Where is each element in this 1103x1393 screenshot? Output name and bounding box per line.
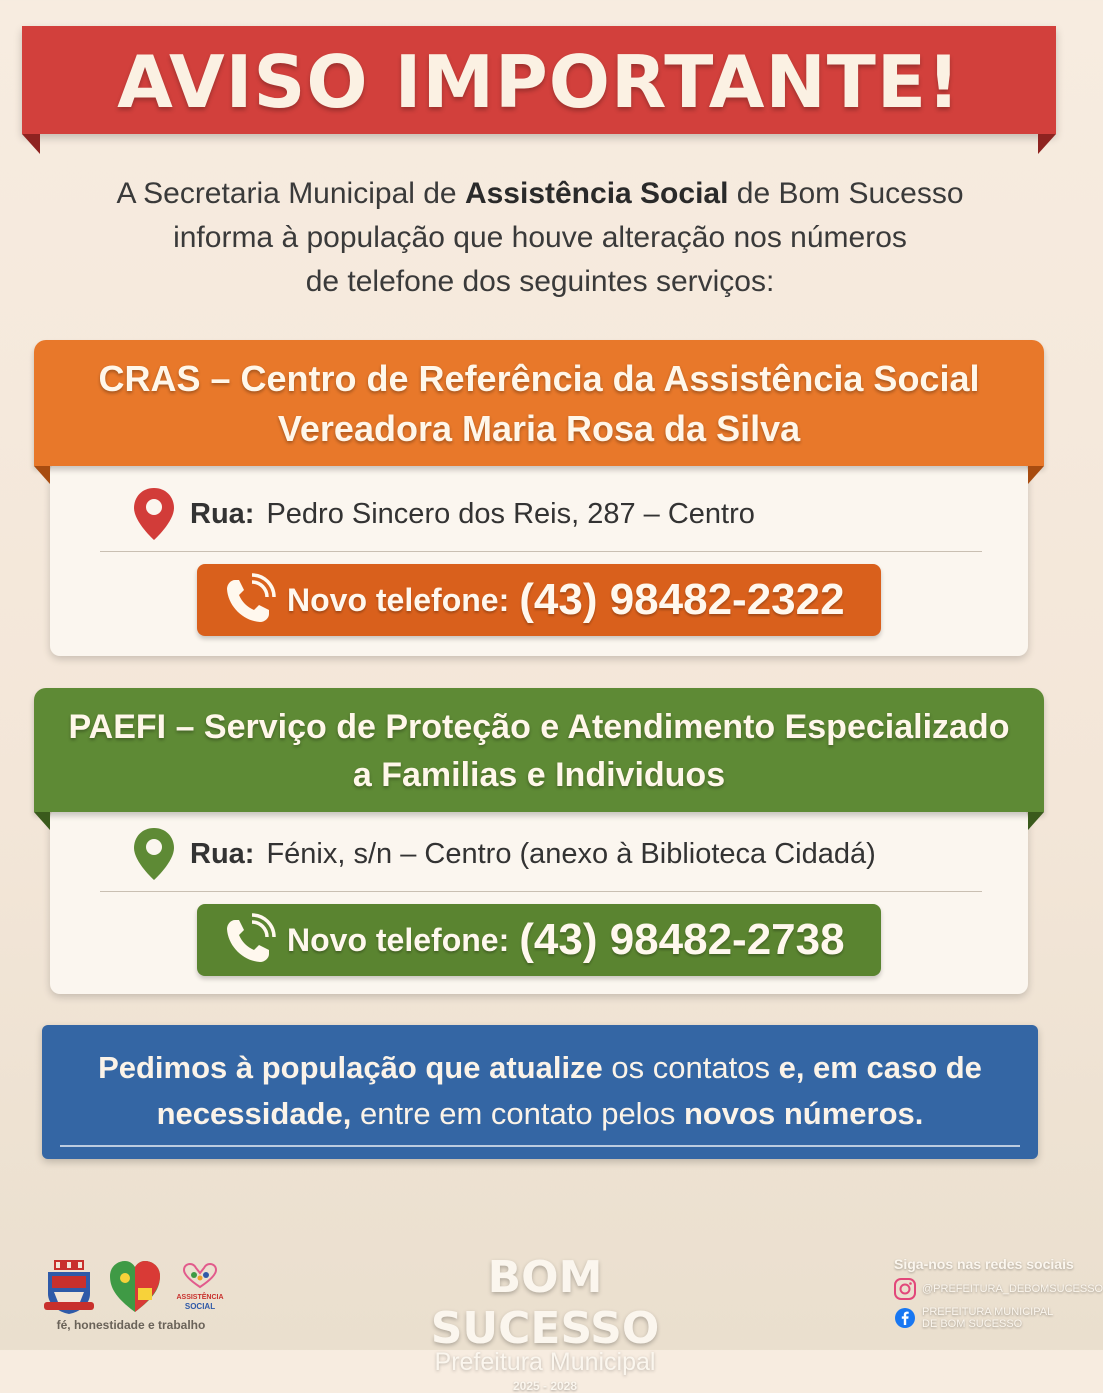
paefi-title-line-2: a Familias e Individuos — [352, 756, 726, 794]
title-banner — [22, 26, 1056, 134]
instagram-handle: @PREFEITURA_DEBOMSUCESSO — [922, 1283, 1103, 1295]
instagram-link[interactable] — [894, 1278, 1103, 1300]
paefi-phone-box[interactable] — [197, 904, 881, 976]
social-title: Siga-nos nas redes sociais — [894, 1256, 1074, 1272]
assistencia-social-logo — [174, 1263, 226, 1311]
notice-text-5: necessidade, — [156, 1096, 352, 1131]
brand-subtitle: Prefeitura Municipal — [434, 1348, 656, 1376]
location-pin-icon — [132, 826, 176, 882]
cras-address-value: Pedro Sincero dos Reis, 287 – Centro — [266, 497, 755, 530]
notice-line-2 — [42, 1091, 1038, 1137]
paefi-phone-number: (43) 98482-2738 — [519, 915, 845, 964]
intro-line-1 — [100, 172, 980, 216]
cras-phone-box[interactable] — [197, 564, 881, 636]
notice-text-2: atualize — [489, 1050, 603, 1085]
paefi-card-header — [34, 688, 1044, 812]
intro-bold: Assistência Social — [464, 177, 729, 210]
intro-line-2: informa à população que houve alteração nos números — [173, 221, 907, 254]
notice-text-1: Pedimos à população que — [98, 1050, 490, 1085]
family-icon — [180, 1263, 220, 1289]
banner-fold-right — [1038, 134, 1056, 154]
facebook-link[interactable] — [894, 1306, 1074, 1330]
paefi-address — [132, 824, 876, 884]
instagram-icon — [894, 1278, 916, 1300]
cras-address — [132, 484, 755, 544]
cras-phone-number: (43) 98482-2322 — [519, 575, 845, 624]
paefi-phone-label: Novo telefone: — [287, 921, 510, 958]
notice-line-1 — [42, 1045, 1038, 1091]
notice-underline — [60, 1145, 1020, 1147]
banner-fold-left — [22, 134, 40, 154]
cras-address-label: Rua: — [190, 497, 255, 530]
cras-phone-label: Novo telefone: — [287, 581, 510, 618]
cras-title-line-1: CRAS – Centro de Referência da Assistência Social — [98, 358, 980, 399]
phone-icon — [221, 572, 277, 628]
brand-years: 2025 - 2028 — [512, 1379, 578, 1393]
banner-title: AVISO IMPORTANTE! — [117, 40, 961, 124]
paefi-address-label: Rua: — [190, 837, 255, 870]
cras-divider — [100, 551, 982, 552]
cras-card-header — [34, 340, 1044, 466]
intro-text-part2: de Bom Sucesso — [728, 177, 964, 210]
paefi-title-line-1 — [34, 702, 1044, 752]
paefi-divider — [100, 891, 982, 892]
brand-name: BOM SUCESSO — [430, 1252, 660, 1354]
cras-title-line-2: Vereadora Maria Rosa da Silva — [277, 408, 801, 449]
phone-icon — [221, 912, 277, 968]
intro-text-part1: A Secretaria Municipal de — [116, 177, 465, 210]
facebook-icon — [894, 1307, 916, 1329]
update-notice — [42, 1025, 1038, 1159]
paefi-fold-left — [34, 812, 50, 830]
footer-logos — [42, 1258, 226, 1316]
cras-fold-left — [34, 466, 50, 484]
notice-text-6: entre em contato pelos — [351, 1096, 684, 1131]
facebook-page-line-1: PREFEITURA MUNICIPAL — [922, 1306, 1054, 1318]
health-heart-logo — [108, 1258, 162, 1316]
facebook-page — [922, 1306, 1053, 1330]
intro-text — [100, 172, 980, 304]
notice-text-4: e, em caso de — [778, 1050, 982, 1085]
city-motto: fé, honestidade e trabalho — [56, 1318, 206, 1332]
city-brand — [370, 1252, 720, 1393]
facebook-page-line-2: DE BOM SUCESSO — [922, 1318, 1023, 1330]
notice-text-7: novos números. — [683, 1096, 924, 1131]
location-pin-icon — [132, 486, 176, 542]
city-coat-of-arms-logo — [42, 1258, 96, 1316]
assistencia-logo-text-1: ASSISTÊNCIA — [176, 1294, 224, 1301]
notice-text-3: os contatos — [602, 1050, 779, 1085]
cras-fold-right — [1028, 466, 1044, 484]
paefi-fold-right — [1028, 812, 1044, 830]
paefi-title-rest: – Serviço de Proteção e Atendimento Especializado — [166, 708, 1010, 746]
paefi-title-bold: PAEFI — [68, 708, 167, 746]
paefi-address-value: Fénix, s/n – Centro (anexo à Biblioteca Cidadá) — [266, 837, 876, 870]
intro-line-3: de telefone dos seguintes serviços: — [305, 265, 775, 298]
social-links — [894, 1256, 1103, 1336]
assistencia-logo-text-2: SOCIAL — [184, 1302, 216, 1311]
